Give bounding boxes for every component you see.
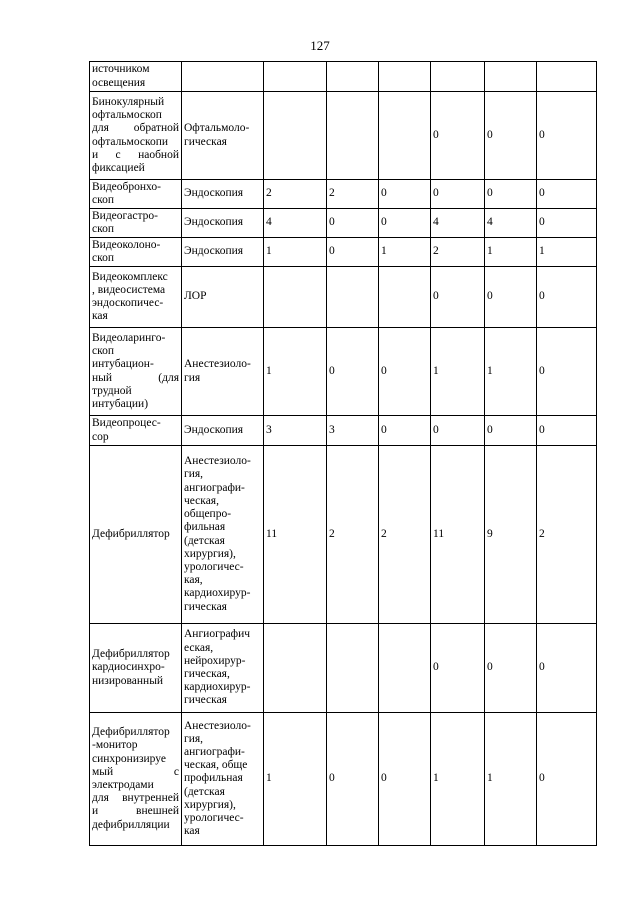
equipment-name-cell: Дефибриллятор -монитор синхронизируе мый с электродами для внутренней и внешней дефибрилляции bbox=[90, 713, 182, 846]
value-cell: 0 bbox=[327, 238, 379, 267]
table-row bbox=[90, 267, 597, 328]
equipment-name-cell: Дефибриллятор кардиосинхро- низированный bbox=[90, 624, 182, 713]
value-cell: 0 bbox=[537, 92, 597, 180]
equipment-name-cell: Видеогастро- скоп bbox=[90, 209, 182, 238]
value-cell: 0 bbox=[379, 416, 431, 446]
table-row bbox=[90, 446, 597, 624]
value-cell bbox=[327, 92, 379, 180]
department-cell: Эндоскопия bbox=[182, 416, 264, 446]
value-cell: 2 bbox=[327, 180, 379, 209]
value-cell: 0 bbox=[485, 180, 537, 209]
value-cell: 4 bbox=[264, 209, 327, 238]
equipment-name-cell: Дефибриллятор bbox=[90, 446, 182, 624]
value-cell: 0 bbox=[485, 267, 537, 328]
table-row bbox=[90, 209, 597, 238]
value-cell: 2 bbox=[379, 446, 431, 624]
department-cell: Ангиографич еская, нейрохирур- гическая, кардиохирур- гическая bbox=[182, 624, 264, 713]
value-cell bbox=[485, 62, 537, 92]
table-row bbox=[90, 238, 597, 267]
value-cell: 0 bbox=[431, 624, 485, 713]
table-row bbox=[90, 416, 597, 446]
value-cell: 1 bbox=[485, 328, 537, 416]
table-row bbox=[90, 624, 597, 713]
value-cell: 0 bbox=[431, 416, 485, 446]
value-cell: 0 bbox=[327, 713, 379, 846]
department-cell: Эндоскопия bbox=[182, 238, 264, 267]
value-cell bbox=[537, 62, 597, 92]
value-cell: 2 bbox=[431, 238, 485, 267]
value-cell: 2 bbox=[264, 180, 327, 209]
value-cell bbox=[327, 267, 379, 328]
table-row bbox=[90, 62, 597, 92]
value-cell: 9 bbox=[485, 446, 537, 624]
department-cell: Офтальмоло- гическая bbox=[182, 92, 264, 180]
value-cell: 4 bbox=[431, 209, 485, 238]
value-cell: 0 bbox=[431, 180, 485, 209]
value-cell: 0 bbox=[379, 713, 431, 846]
value-cell: 0 bbox=[379, 180, 431, 209]
value-cell: 0 bbox=[379, 209, 431, 238]
value-cell: 3 bbox=[264, 416, 327, 446]
department-cell: Эндоскопия bbox=[182, 209, 264, 238]
table-row bbox=[90, 328, 597, 416]
value-cell bbox=[264, 267, 327, 328]
value-cell bbox=[327, 624, 379, 713]
value-cell: 0 bbox=[431, 267, 485, 328]
value-cell: 0 bbox=[537, 209, 597, 238]
department-cell: Анестезиоло- гия, ангиографи- ческая, общепро- фильная (детская хирургия), урологичес- кая, кардиохирур- гическая bbox=[182, 446, 264, 624]
value-cell bbox=[379, 92, 431, 180]
equipment-name-cell: Видеопроцес- сор bbox=[90, 416, 182, 446]
value-cell bbox=[264, 92, 327, 180]
equipment-table bbox=[89, 61, 597, 846]
value-cell: 0 bbox=[537, 624, 597, 713]
value-cell bbox=[379, 62, 431, 92]
value-cell: 3 bbox=[327, 416, 379, 446]
department-cell: ЛОР bbox=[182, 267, 264, 328]
value-cell: 0 bbox=[485, 416, 537, 446]
value-cell: 1 bbox=[379, 238, 431, 267]
value-cell: 0 bbox=[379, 328, 431, 416]
value-cell: 0 bbox=[327, 209, 379, 238]
value-cell: 1 bbox=[264, 328, 327, 416]
value-cell: 11 bbox=[264, 446, 327, 624]
value-cell: 1 bbox=[537, 238, 597, 267]
value-cell bbox=[327, 62, 379, 92]
equipment-name-cell: Видеоколоно- скоп bbox=[90, 238, 182, 267]
value-cell bbox=[379, 624, 431, 713]
value-cell: 11 bbox=[431, 446, 485, 624]
table-row bbox=[90, 92, 597, 180]
value-cell: 1 bbox=[264, 713, 327, 846]
value-cell: 1 bbox=[485, 713, 537, 846]
department-cell: Эндоскопия bbox=[182, 180, 264, 209]
value-cell: 0 bbox=[431, 92, 485, 180]
department-cell: Анестезиоло- гия bbox=[182, 328, 264, 416]
value-cell: 2 bbox=[537, 446, 597, 624]
value-cell: 4 bbox=[485, 209, 537, 238]
department-cell bbox=[182, 62, 264, 92]
value-cell: 0 bbox=[537, 180, 597, 209]
value-cell: 0 bbox=[537, 416, 597, 446]
value-cell: 1 bbox=[431, 713, 485, 846]
value-cell bbox=[431, 62, 485, 92]
value-cell: 0 bbox=[537, 328, 597, 416]
equipment-name-cell: Видеокомплекс , видеосистема эндоскопичес- кая bbox=[90, 267, 182, 328]
value-cell bbox=[264, 624, 327, 713]
value-cell: 1 bbox=[485, 238, 537, 267]
value-cell: 1 bbox=[431, 328, 485, 416]
value-cell: 0 bbox=[537, 267, 597, 328]
equipment-name-cell: Бинокулярный офтальмоскоп для обратной офтальмоскопи и с наобной фиксацией bbox=[90, 92, 182, 180]
value-cell: 0 bbox=[485, 624, 537, 713]
value-cell bbox=[379, 267, 431, 328]
equipment-name-cell: источником освещения bbox=[90, 62, 182, 92]
value-cell: 0 bbox=[327, 328, 379, 416]
table-row bbox=[90, 713, 597, 846]
value-cell: 0 bbox=[537, 713, 597, 846]
value-cell: 0 bbox=[485, 92, 537, 180]
equipment-name-cell: Видеоларинго- скоп интубацион- ный (для трудной интубации) bbox=[90, 328, 182, 416]
value-cell: 1 bbox=[264, 238, 327, 267]
department-cell: Анестезиоло- гия, ангиографи- ческая, обще профильная (детская хирургия), урологичес- кая bbox=[182, 713, 264, 846]
equipment-name-cell: Видеобронхо- скоп bbox=[90, 180, 182, 209]
page-number: 127 bbox=[310, 38, 330, 53]
table-row bbox=[90, 180, 597, 209]
value-cell bbox=[264, 62, 327, 92]
value-cell: 2 bbox=[327, 446, 379, 624]
